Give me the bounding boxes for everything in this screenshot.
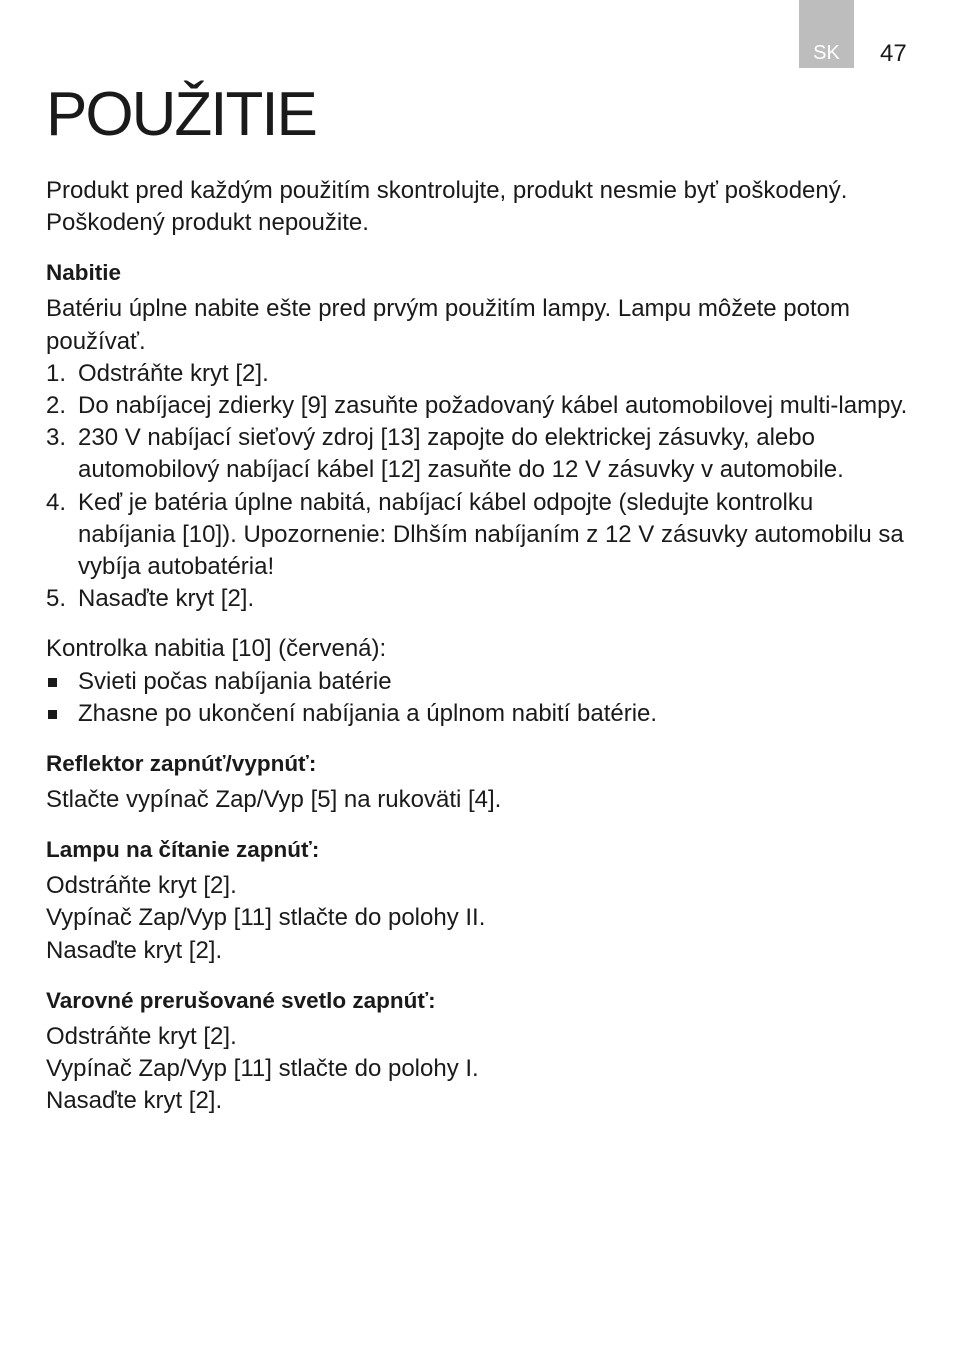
- reflector-heading: Reflektor zapnúť/vypnúť:: [46, 751, 317, 777]
- step-number: 3.: [46, 424, 67, 452]
- warning-light-line: Odstráňte kryt [2].: [46, 1022, 237, 1050]
- reflector-text: Stlačte vypínač Zap/Vyp [5] na rukoväti [4].: [46, 786, 502, 814]
- language-tab: [799, 0, 854, 68]
- reading-lamp-line: Vypínač Zap/Vyp [11] stlačte do polohy II.: [46, 904, 486, 932]
- list-item: [46, 487, 916, 584]
- step-text: Do nabíjacej zdierky [9] zasuňte požadovaný kábel automobilovej multi-lampy.: [78, 392, 908, 420]
- page-title: POUŽITIE: [46, 80, 316, 149]
- list-item: [46, 422, 916, 486]
- page-number: 47: [880, 40, 907, 67]
- text-flow: [46, 175, 916, 1117]
- step-number: 2.: [46, 392, 67, 420]
- charging-steps: [46, 358, 916, 616]
- step-text: Nasaďte kryt [2].: [78, 585, 255, 613]
- list-item: [46, 390, 916, 422]
- indicator-label: Kontrolka nabitia [10] (červená):: [46, 635, 387, 663]
- bullet-text: Svieti počas nabíjania batérie: [78, 667, 392, 695]
- reading-lamp-line: Nasaďte kryt [2].: [46, 936, 223, 964]
- bullet-square-icon: [48, 678, 57, 687]
- charging-text: Batériu úplne nabite ešte pred prvým použitím lampy. Lampu môžete potom používať.: [46, 295, 850, 355]
- reading-lamp-heading: Lampu na čítanie zapnúť:: [46, 837, 320, 863]
- warning-light-line: Nasaďte kryt [2].: [46, 1087, 223, 1115]
- step-text: Odstráňte kryt [2].: [78, 359, 269, 387]
- language-label: SK: [813, 42, 840, 64]
- list-item: [46, 358, 916, 390]
- intro-paragraph: Produkt pred každým použitím skontrolujte, produkt nesmie byť poškodený. Poškodený produkt nepoužite.: [46, 177, 848, 237]
- step-text: Keď je batéria úplne nabitá, nabíjací kábel odpojte (sledujte kontrolku nabíjania [10]). Upozornenie: Dlhším nabíjaním z 12 V zásuvky automobilu sa vybíja autobatéria!: [78, 488, 904, 581]
- step-number: 4.: [46, 488, 67, 516]
- list-item: [46, 583, 916, 615]
- reading-lamp-line: Odstráňte kryt [2].: [46, 872, 237, 900]
- warning-light-heading: Varovné prerušované svetlo zapnúť:: [46, 987, 436, 1013]
- list-item: [46, 698, 916, 730]
- warning-light-line: Vypínač Zap/Vyp [11] stlačte do polohy I.: [46, 1055, 479, 1083]
- step-text: 230 V nabíjací sieťový zdroj [13] zapojte do elektrickej zásuvky, alebo automobilový nabíjací kábel [12] zasuňte do 12 V zásuvky v automobile.: [78, 424, 844, 484]
- charging-heading: Nabitie: [46, 260, 122, 286]
- bullet-text: Zhasne po ukončení nabíjania a úplnom nabití batérie.: [78, 699, 658, 727]
- step-number: 5.: [46, 585, 67, 613]
- indicator-list: [46, 666, 916, 730]
- bullet-square-icon: [48, 710, 57, 719]
- list-item: [46, 666, 916, 698]
- step-number: 1.: [46, 359, 67, 387]
